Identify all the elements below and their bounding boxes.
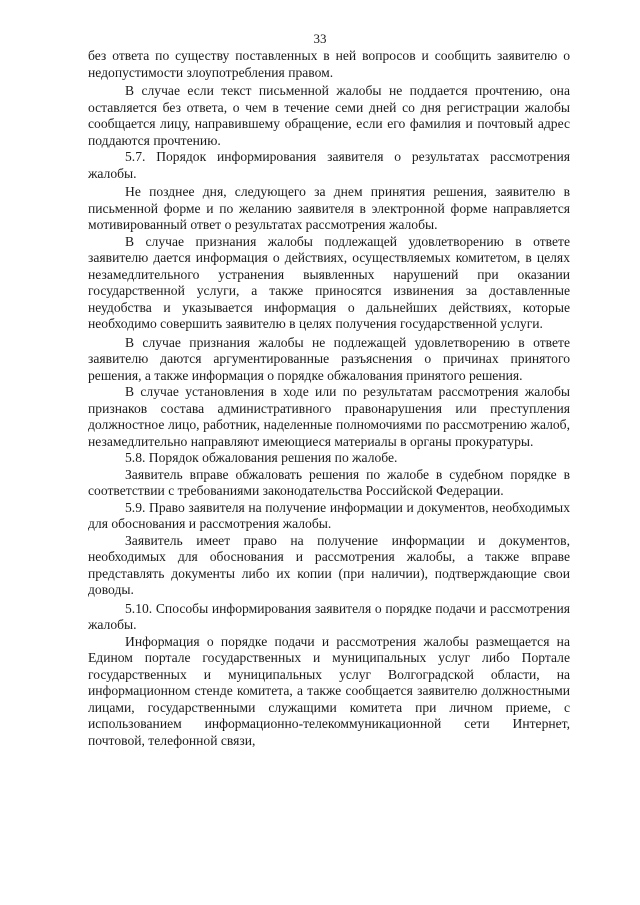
paragraph-right-to-information: Заявитель имеет право на получение информации и документов, необходимых для обоснования и рассмотрения жалобы, а также вправе представлять документы либо их копии (при наличии), подтверждающие свои доводы. — [88, 532, 570, 597]
paragraph-information-channels: Информация о порядке подачи и рассмотрения жалобы размещается на Едином портале государственных и муниципальных услуг либо Портале государственных и муниципальных услуг Волгоградской области, на информационном стенде комитета, а также сообщается заявителю должностными лицами, государственными служащими комитета при личном приеме, с использованием информационно-телекоммуникационной сети Интернет, почтовой, телефонной связи, — [88, 633, 570, 748]
paragraph-court-appeal: Заявитель вправе обжаловать решения по жалобе в судебном порядке в соответствии с требованиями законодательства Российской Федерации. — [88, 466, 570, 498]
body-text — [88, 48, 570, 749]
paragraph-continuation: без ответа по существу поставленных в ней вопросов и сообщить заявителю о недопустимости злоупотребления правом. — [88, 48, 570, 80]
paragraph-complaint-rejected: В случае признания жалобы не подлежащей удовлетворению в ответе заявителю даются аргументированные разъяснения о причинах принятого решения, а также информация о порядке обжалования принятого решения. — [88, 334, 570, 383]
page-number: 33 — [313, 31, 327, 46]
paragraph-violation-referral: В случае установления в ходе или по результатам рассмотрения жалобы признаков состава административного правонарушения или преступления должностное лицо, работник, наделенные полномочиями по рассмотрению жалоб, незамедлительно направляют имеющиеся материалы в органы прокуратуры. — [88, 384, 570, 449]
section-heading-5-8: 5.8. Порядок обжалования решения по жалобе. — [125, 450, 398, 465]
section-heading-5-10: 5.10. Способы информирования заявителя о порядке подачи и рассмотрения жалобы. — [88, 600, 570, 632]
paragraph-response-deadline: Не позднее дня, следующего за днем принятия решения, заявителю в письменной форме и по желанию заявителя в электронной форме направляется мотивированный ответ о результатах рассмотрения жалобы. — [88, 184, 570, 232]
paragraph-unreadable-complaint: В случае если текст письменной жалобы не поддается прочтению, она оставляется без ответа, о чем в течение семи дней со дня регистрации жалобы сообщается лицу, направившему обращение, если его фамилия и почтовый адрес поддаются прочтению. — [88, 83, 570, 148]
paragraph-complaint-upheld: В случае признания жалобы подлежащей удовлетворению в ответе заявителю дается информация о действиях, осуществляемых комитетом, в целях незамедлительного устранения выявленных нарушений при оказании государственной услуги, а также приносятся извинения за доставленные неудобства и указывается информация о дальнейших действиях, которые необходимо совершить заявителю в целях получения государственной услуги. — [88, 233, 570, 331]
section-heading-5-7: 5.7. Порядок информирования заявителя о результатах рассмотрения жалобы. — [88, 149, 570, 181]
section-heading-5-9: 5.9. Право заявителя на получение информации и документов, необходимых для обоснования и рассмотрения жалобы. — [88, 499, 570, 531]
